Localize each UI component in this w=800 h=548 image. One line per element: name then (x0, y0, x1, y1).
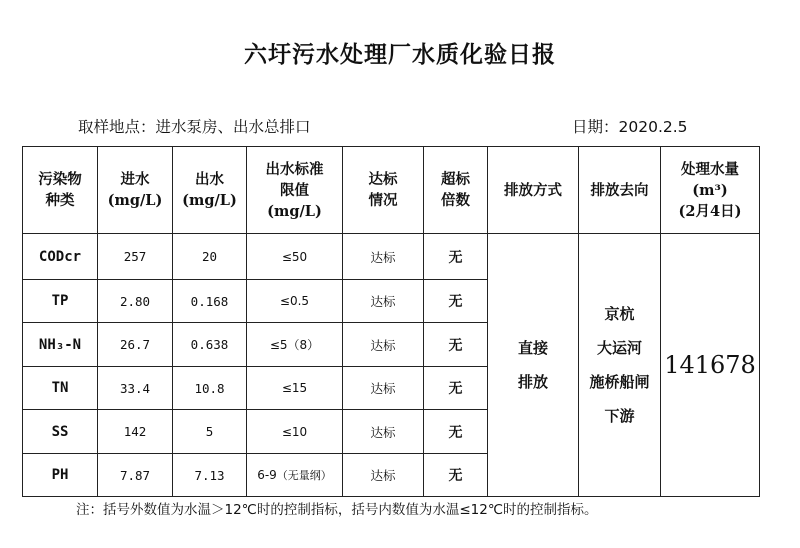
header-pollutant: 污染物 种类 (23, 147, 98, 234)
footnote: 注：括号外数值为水温＞12℃时的控制指标，括号内数值为水温≤12℃时的控制指标。 (76, 502, 598, 518)
pollutant-cell: TP (23, 280, 98, 323)
header-standard: 出水标准 限值 (mg/L) (247, 147, 343, 234)
pollutant-cell: NH₃-N (23, 323, 98, 367)
header-destination: 排放去向 (579, 147, 661, 234)
table-row (23, 234, 760, 280)
exceed-cell: 无 (424, 410, 488, 454)
discharge-destination-cell (579, 234, 661, 497)
discharge-destination-line: 下游 (604, 407, 635, 425)
inflow-cell: 142 (98, 410, 173, 454)
standard-unit-note: （无量纲） (276, 469, 332, 482)
outflow-cell: 10.8 (173, 367, 247, 410)
standard-cell (247, 454, 343, 497)
report-date (572, 115, 688, 137)
header-status: 达标 情况 (343, 147, 424, 234)
header-method: 排放方式 (488, 147, 579, 234)
inflow-cell: 7.87 (98, 454, 173, 497)
discharge-method-line: 排放 (517, 373, 548, 391)
standard-cell (247, 410, 343, 454)
exceed-cell: 无 (424, 323, 488, 367)
sampling-value: 进水泵房、出水总排口 (155, 118, 311, 136)
standard-cell (247, 323, 343, 367)
standard-value: ≤15 (281, 381, 308, 395)
discharge-destination-line: 京杭 (604, 305, 635, 323)
status-cell: 达标 (343, 454, 424, 497)
water-quality-table (22, 146, 760, 497)
status-cell: 达标 (343, 367, 424, 410)
discharge-method-line: 直接 (517, 339, 548, 357)
inflow-cell: 33.4 (98, 367, 173, 410)
status-cell: 达标 (343, 323, 424, 367)
status-cell: 达标 (343, 234, 424, 280)
status-cell: 达标 (343, 410, 424, 454)
header-exceed: 超标 倍数 (424, 147, 488, 234)
pollutant-cell: TN (23, 367, 98, 410)
outflow-cell: 20 (173, 234, 247, 280)
exceed-cell: 无 (424, 280, 488, 323)
status-cell: 达标 (343, 280, 424, 323)
exceed-cell: 无 (424, 367, 488, 410)
pollutant-cell: PH (23, 454, 98, 497)
treatment-volume-cell: 141678 (661, 234, 760, 497)
standard-cell (247, 280, 343, 323)
header-row (23, 147, 760, 234)
discharge-destination-line: 大运河 (596, 339, 642, 357)
standard-value: ≤10 (281, 424, 308, 439)
standard-value: ≤50 (281, 249, 308, 264)
outflow-cell: 0.638 (173, 323, 247, 367)
standard-value: ≤5（8） (269, 338, 320, 352)
inflow-cell: 257 (98, 234, 173, 280)
sampling-label: 取样地点： (78, 118, 156, 136)
header-inflow: 进水 (mg/L) (98, 147, 173, 234)
exceed-cell: 无 (424, 454, 488, 497)
outflow-cell: 0.168 (173, 280, 247, 323)
pollutant-cell: SS (23, 410, 98, 454)
standard-cell (247, 367, 343, 410)
standard-cell (247, 234, 343, 280)
standard-value: 6-9 (257, 468, 277, 482)
inflow-cell: 2.80 (98, 280, 173, 323)
report-title: 六圩污水处理厂水质化验日报 (244, 42, 556, 68)
header-outflow: 出水 (mg/L) (173, 147, 247, 234)
outflow-cell: 5 (173, 410, 247, 454)
standard-value: ≤0.5 (279, 294, 310, 308)
sampling-location (78, 115, 311, 137)
exceed-cell: 无 (424, 234, 488, 280)
inflow-cell: 26.7 (98, 323, 173, 367)
outflow-cell: 7.13 (173, 454, 247, 497)
header-volume: 处理水量 (m³) (2月4日) (661, 147, 760, 234)
date-label: 日期： (572, 118, 619, 136)
discharge-method-cell (488, 234, 579, 497)
date-value: 2020.2.5 (618, 118, 688, 136)
discharge-destination-line: 施桥船闸 (589, 373, 650, 391)
pollutant-cell: CODcr (23, 234, 98, 280)
